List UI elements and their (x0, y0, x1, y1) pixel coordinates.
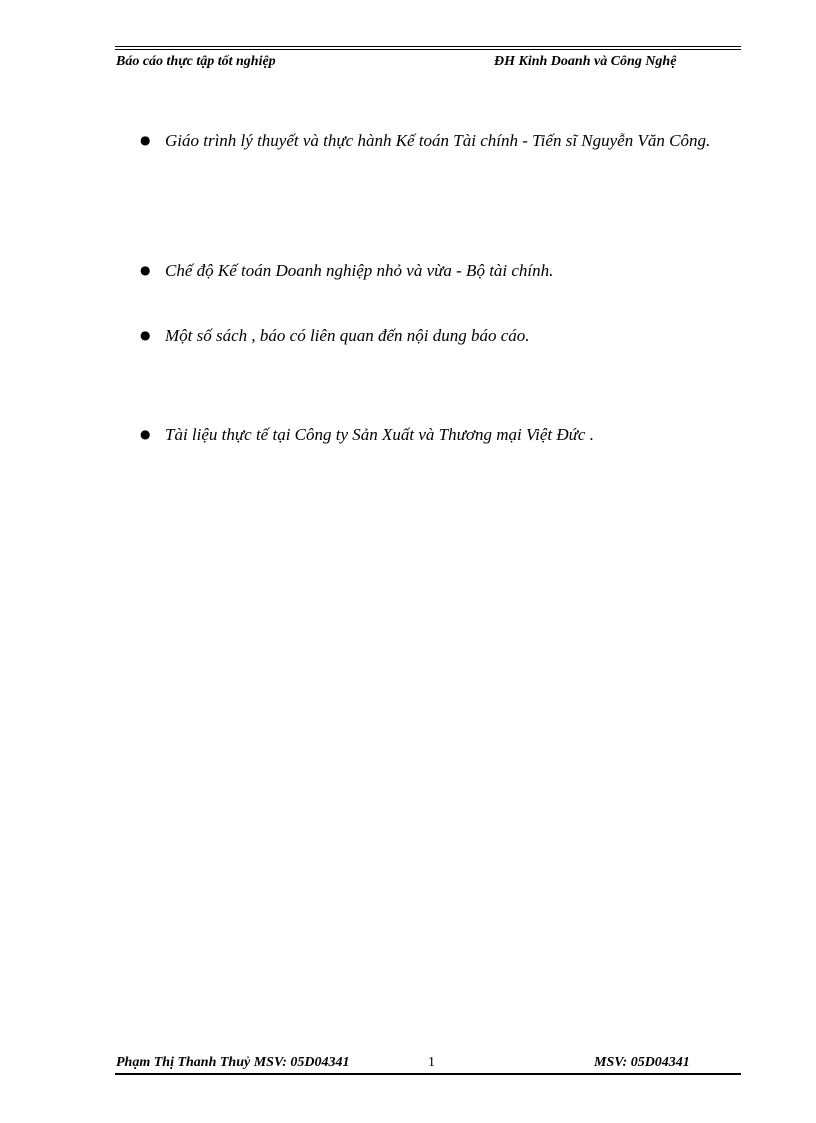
header-report-title: Báo cáo thực tập tốt nghiệp (116, 54, 276, 69)
bullet-icon: ● (140, 263, 151, 277)
reference-text: Giáo trình lý thuyết và thực hành Kế toán Tài chính - Tiến sĩ Nguyễn Văn Công. (165, 131, 711, 150)
footer-student-id: MSV: 05D04341 (594, 1055, 690, 1070)
bullet-icon: ● (140, 328, 151, 342)
footer-author: Phạm Thị Thanh Thuỷ MSV: 05D04341 (116, 1055, 350, 1070)
page-number: 1 (428, 1055, 435, 1070)
header-rule (115, 46, 741, 47)
header-rule-secondary (115, 49, 741, 50)
list-item (140, 125, 750, 157)
list-item (140, 255, 750, 287)
reference-text: Chế độ Kế toán Doanh nghiệp nhỏ và vừa - Bộ tài chính. (165, 261, 554, 280)
header-university: ĐH Kinh Doanh và Công Nghệ (494, 54, 677, 69)
reference-text: Tài liệu thực tế tại Công ty Sản Xuất và Thương mại Việt Đức . (165, 425, 594, 444)
bullet-icon: ● (140, 133, 151, 147)
list-item (140, 320, 750, 352)
list-item (140, 419, 750, 451)
reference-text: Một số sách , báo có liên quan đến nội dung báo cáo. (165, 326, 530, 345)
footer-rule (115, 1073, 741, 1075)
bullet-icon: ● (140, 427, 151, 441)
